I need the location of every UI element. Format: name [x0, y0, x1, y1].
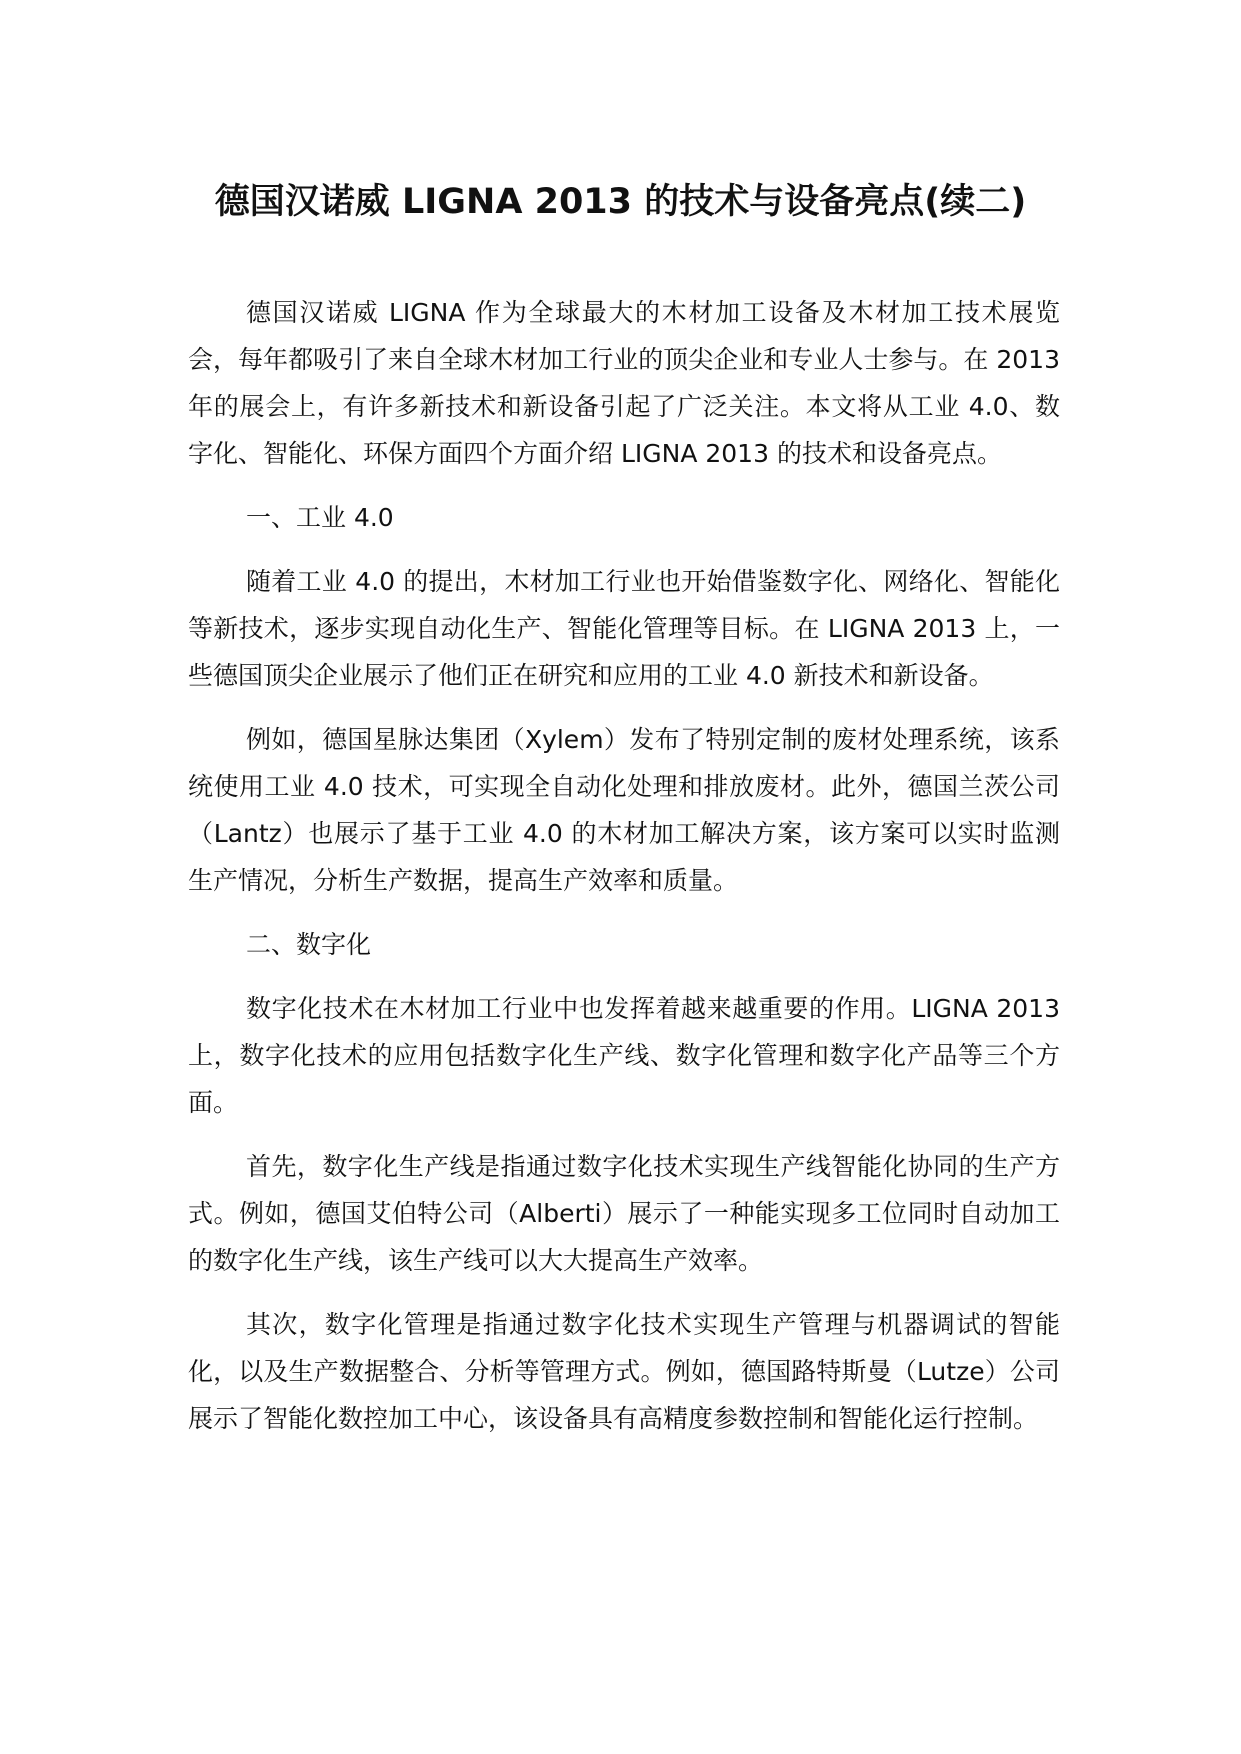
industry-4-paragraph: 随着工业 4.0 的提出，木材加工行业也开始借鉴数字化、网络化、智能化等新技术，逐步实现自动化生产、智能化管理等目标。在 LIGNA 2013 上，一些德国顶尖企业展示了他们正在研究和应用的工业 4.0 新技术和新设备。 — [188, 567, 1060, 690]
intro-paragraph: 德国汉诺威 LIGNA 作为全球最大的木材加工设备及木材加工技术展览会，每年都吸引了来自全球木材加工行业的顶尖企业和专业人士参与。在 2013 年的展会上，有许多新技术和新设备引起了广泛关注。本文将从工业 4.0、数字化、智能化、环保方面四个方面介绍 LIGNA 2013 的技术和设备亮点。 — [188, 298, 1060, 468]
document-title: 德国汉诺威 LIGNA 2013 的技术与设备亮点(续二) — [214, 182, 1027, 222]
section-heading-industry-4: 一、工业 4.0 — [246, 503, 394, 532]
digitalization-paragraph: 数字化技术在木材加工行业中也发挥着越来越重要的作用。LIGNA 2013 上，数字化技术的应用包括数字化生产线、数字化管理和数字化产品等三个方面。 — [188, 994, 1060, 1117]
section-heading-digitalization: 二、数字化 — [246, 930, 372, 959]
digital-production-line-paragraph: 首先，数字化生产线是指通过数字化技术实现生产线智能化协同的生产方式。例如，德国艾伯特公司（Alberti）展示了一种能实现多工位同时自动加工的数字化生产线，该生产线可以大大提高生产效率。 — [188, 1152, 1060, 1275]
digital-management-paragraph: 其次，数字化管理是指通过数字化技术实现生产管理与机器调试的智能化，以及生产数据整合、分析等管理方式。例如，德国路特斯曼（Lutze）公司展示了智能化数控加工中心，该设备具有高精度参数控制和智能化运行控制。 — [188, 1310, 1060, 1433]
document-body — [188, 289, 1060, 1459]
industry-4-example-paragraph: 例如，德国星脉达集团（Xylem）发布了特别定制的废材处理系统，该系统使用工业 4.0 技术，可实现全自动化处理和排放废材。此外，德国兰茨公司（Lantz）也展示了基于工业 4.0 的木材加工解决方案，该方案可以实时监测生产情况，分析生产数据，提高生产效率和质量。 — [188, 725, 1060, 895]
